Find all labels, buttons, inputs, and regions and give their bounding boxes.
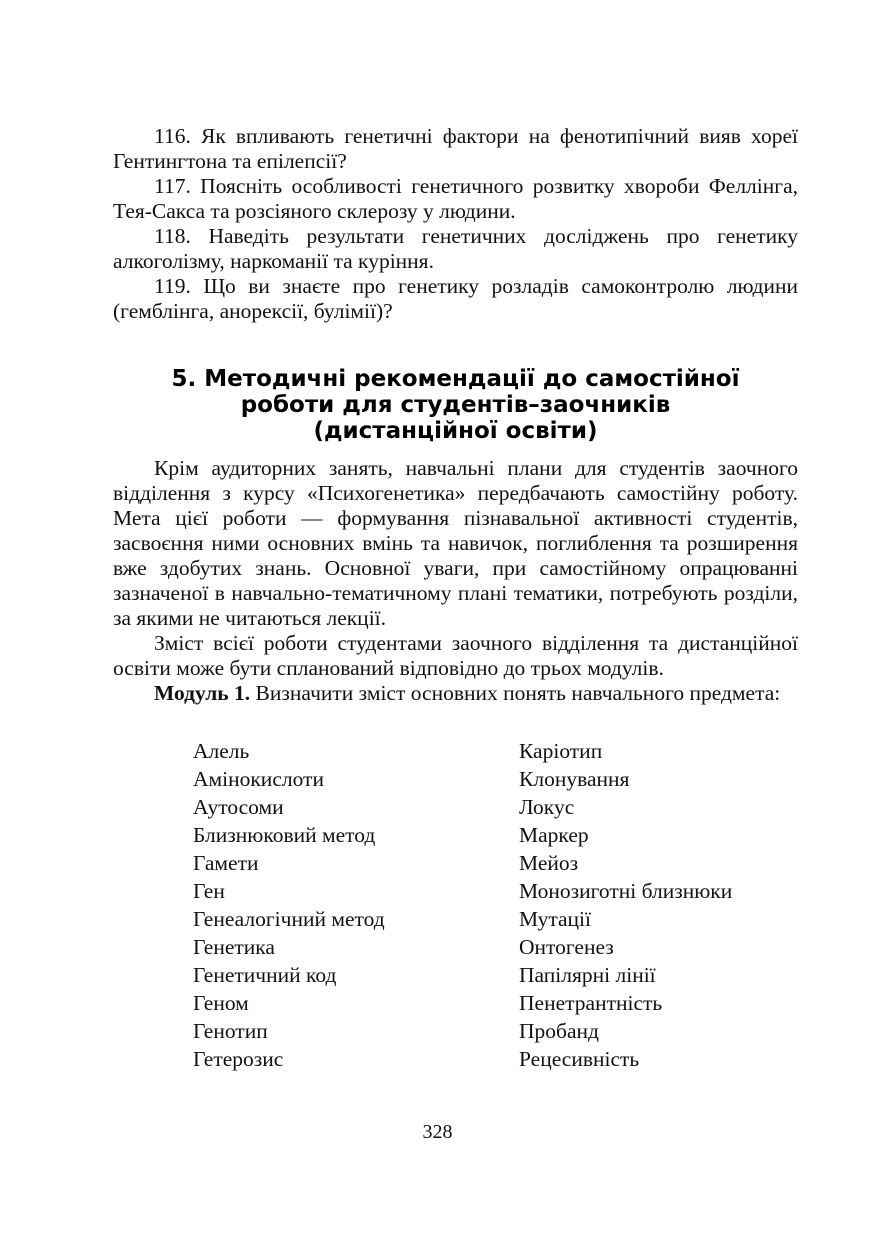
term-item: Монозиготні близнюки [519, 879, 733, 903]
question-item: 117. Поясніть особливості генетичного розвитку хвороби Феллінга, Тея-Сакса та розсіяного склерозу у людини. [113, 174, 798, 223]
term-item: Рецесивність [519, 1047, 640, 1071]
question-item: 116. Як впливають генетичні фактори на фенотипічний вияв хореї Гентингтона та епілепсії? [113, 124, 798, 173]
term-item: Мутації [519, 907, 591, 931]
term-item: Алель [193, 739, 250, 763]
term-item: Ген [193, 879, 225, 903]
term-item: Близнюковий метод [193, 823, 376, 847]
section-body [113, 456, 798, 706]
term-item: Мейоз [519, 851, 579, 875]
intro-paragraph: Крім аудиторних занять, навчальні плани для студентів заочного відділення з курсу «Психогенетика» передбачають самостійну роботу. Мета цієї роботи — формування пізнавальної активності студентів, засвоєння ними основних вмінь та навичок, поглиблення та розширення вже здобутих знань. Основної уваги, при самостійному опрацюванні зазначеної в навчально-тематичному плані тематики, потребують розділи, за якими не читаються лекції. [113, 456, 798, 630]
term-item: Амінокислоти [193, 767, 324, 791]
term-item: Пробанд [519, 1019, 599, 1043]
terms-column-right [519, 737, 839, 1073]
section-heading [113, 366, 798, 444]
term-item: Гетерозис [193, 1047, 284, 1071]
term-item: Генетичний код [193, 963, 337, 987]
question-list [113, 124, 798, 324]
term-item: Аутосоми [193, 795, 284, 819]
term-item: Маркер [519, 823, 589, 847]
section-heading-line: (дистанційної освіти) [313, 418, 598, 444]
term-item: Локус [519, 795, 575, 819]
section-heading-line: 5. Методичні рекомендації до самостійної [171, 366, 740, 392]
module-paragraph [113, 681, 798, 706]
term-item: Клонування [519, 767, 630, 791]
term-item: Пенетрантність [519, 991, 663, 1015]
section-heading-line: роботи для студентів–заочників [240, 392, 671, 418]
term-item: Генеалогічний метод [193, 907, 385, 931]
terms-column-left [193, 737, 493, 1073]
module-text: Визначити зміст основних понять навчального предмета: [250, 681, 781, 705]
term-item: Генотип [193, 1019, 268, 1043]
page-number: 328 [422, 1121, 453, 1143]
module-label: Модуль 1. [154, 681, 251, 705]
term-item: Геном [193, 991, 249, 1015]
question-item: 119. Що ви знаєте про генетику розладів самоконтролю людини (гемблінга, анорексії, булімії)? [113, 274, 798, 323]
term-item: Каріотип [519, 739, 603, 763]
intro-paragraph: Зміст всієї роботи студентами заочного відділення та дистанційної освіти може бути спланований відповідно до трьох модулів. [113, 631, 798, 680]
term-item: Гамети [193, 851, 259, 875]
term-item: Папілярні лінії [519, 963, 656, 987]
term-item: Онтогенез [519, 935, 614, 959]
question-item: 118. Наведіть результати генетичних досліджень про генетику алкоголізму, наркоманії та куріння. [113, 224, 798, 273]
term-item: Генетика [193, 935, 275, 959]
